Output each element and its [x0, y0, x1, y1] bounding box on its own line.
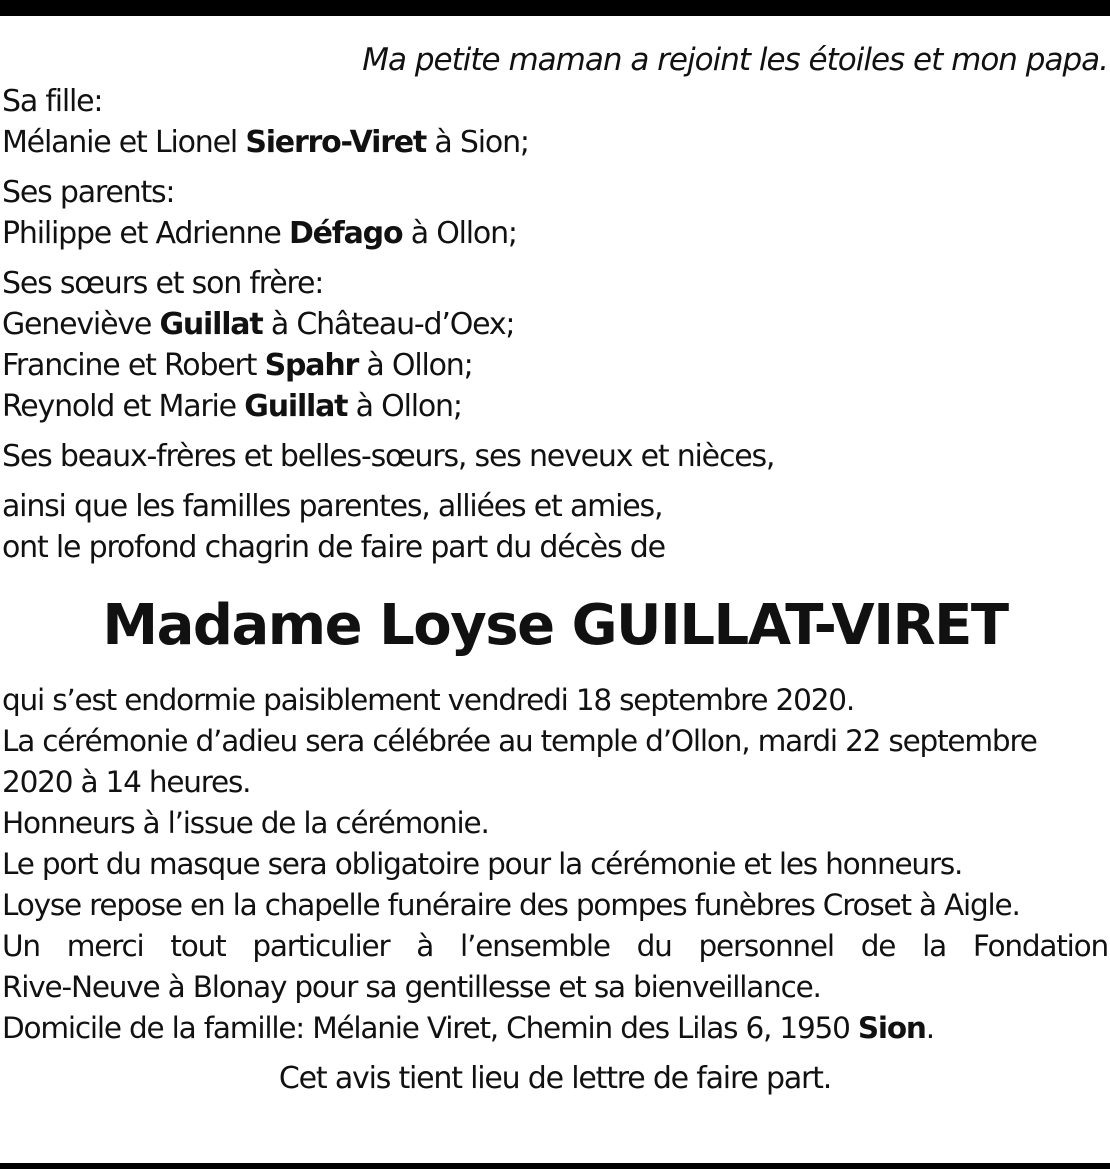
entry-suffix: à Sion; — [426, 125, 529, 160]
ceremony-line: La cérémonie d’adieu sera célébrée au temple d’Ollon, mardi 22 septembre — [2, 724, 1037, 758]
sibling-entry — [2, 304, 1108, 345]
address-city: Sion — [857, 1011, 926, 1045]
entry-prefix: Francine et Robert — [2, 348, 265, 383]
honours-line: Honneurs à l’issue de la cérémonie. — [2, 806, 489, 840]
address-line — [2, 1008, 1108, 1049]
parents-entry — [2, 213, 1108, 254]
thanks-line: Un merci tout particulier à l’ensemble du personnel de la Fondation — [2, 929, 1108, 963]
entry-suffix: à Ollon; — [358, 348, 473, 383]
epigraph: Ma petite maman a rejoint les étoiles et mon papa. — [362, 42, 1108, 78]
entry-prefix: Mélanie et Lionel — [2, 125, 246, 160]
entry-prefix: Philippe et Adrienne — [2, 216, 289, 251]
address-prefix: Domicile de la famille: Mélanie Viret, Chemin des Lilas 6, 1950 — [2, 1011, 858, 1045]
daughter-heading: Sa fille: — [2, 84, 103, 119]
mask-line: Le port du masque sera obligatoire pour la cérémonie et les honneurs. — [2, 847, 963, 881]
deceased-name: Madame Loyse GUILLAT-VIRET — [102, 593, 1008, 658]
entry-suffix: à Ollon; — [347, 389, 462, 424]
daughter-block — [2, 81, 1108, 163]
thanks-line-cont: Rive-Neuve à Blonay pour sa gentillesse et sa bienveillance. — [2, 970, 821, 1004]
obituary-notice — [2, 40, 1108, 1099]
ceremony-line-cont: 2020 à 14 heures. — [2, 765, 251, 799]
in-laws-line: Ses beaux-frères et belles-sœurs, ses neveux et nièces, — [2, 439, 775, 474]
repose-line: Loyse repose en la chapelle funéraire des pompes funèbres Croset à Aigle. — [2, 888, 1020, 922]
entry-prefix: Geneviève — [2, 307, 160, 342]
entry-surname: Spahr — [264, 348, 359, 383]
entry-surname: Sierro-Viret — [245, 125, 427, 160]
parents-block — [2, 172, 1108, 254]
entry-suffix: à Château-d’Oex; — [262, 307, 515, 342]
top-rule — [0, 0, 1110, 16]
details-block — [2, 680, 1108, 1049]
entry-prefix: Reynold et Marie — [2, 389, 245, 424]
daughter-entry — [2, 122, 1108, 163]
sibling-entry — [2, 386, 1108, 427]
siblings-heading: Ses sœurs et son frère: — [2, 266, 324, 301]
families-line: ainsi que les familles parentes, alliées et amies, — [2, 489, 663, 524]
passing-line: qui s’est endormie paisiblement vendredi 18 septembre 2020. — [2, 683, 855, 717]
entry-suffix: à Ollon; — [402, 216, 517, 251]
entry-surname: Défago — [288, 216, 403, 251]
sibling-entry — [2, 345, 1108, 386]
entry-surname: Guillat — [159, 307, 263, 342]
in-laws-block — [2, 436, 1108, 477]
address-suffix: . — [925, 1011, 934, 1045]
entry-surname: Guillat — [244, 389, 348, 424]
parents-heading: Ses parents: — [2, 175, 175, 210]
closing-note: Cet avis tient lieu de lettre de faire part. — [278, 1061, 832, 1096]
families-block — [2, 486, 1108, 568]
announcement-line: ont le profond chagrin de faire part du décès de — [2, 530, 665, 565]
bottom-rule — [0, 1163, 1110, 1169]
siblings-block — [2, 263, 1108, 427]
